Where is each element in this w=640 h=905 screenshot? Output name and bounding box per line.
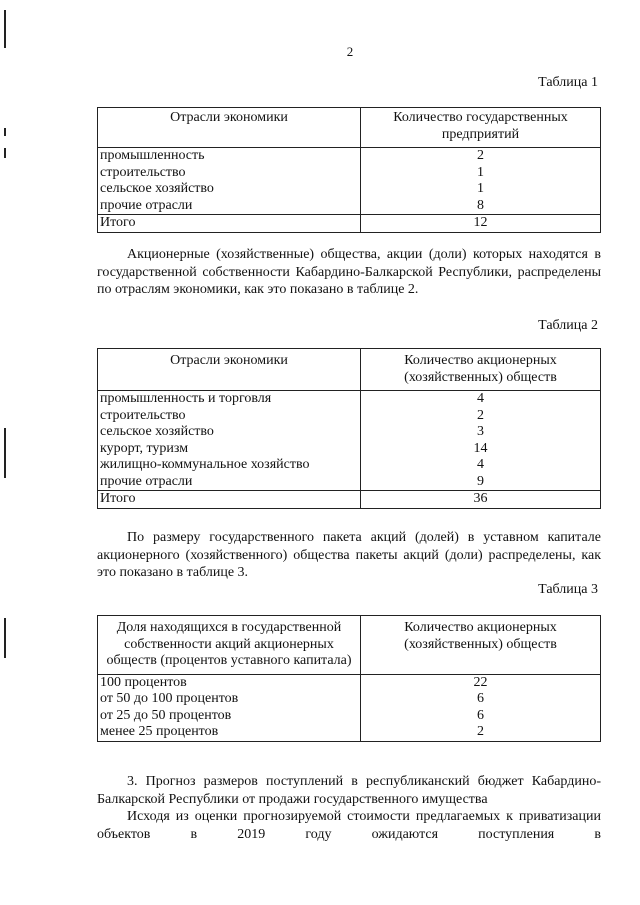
table3-row-value: 6 <box>361 708 601 725</box>
table2-row-value: 4 <box>361 391 601 408</box>
table3-row-value: 22 <box>361 674 601 691</box>
table2-total-name: Итого <box>98 491 361 509</box>
table-row <box>98 474 601 491</box>
paragraph-3-text: Исходя из оценки прогнозируемой стоимости предлагаемых к приватизации объектов в 2019 году ожидаются поступления в <box>97 809 601 842</box>
table-row <box>98 457 601 474</box>
table-row <box>98 148 601 165</box>
table3-header-count: Количество акционерных (хозяйственных) обществ <box>361 616 601 675</box>
margin-mark <box>4 148 6 158</box>
table2-row-value: 3 <box>361 424 601 441</box>
table2-row-name: промышленность и торговля <box>98 391 361 408</box>
table1-total-value: 12 <box>361 215 601 233</box>
table1-header-sector: Отрасли экономики <box>98 108 361 148</box>
table2-header-count: Количество акционерных (хозяйственных) обществ <box>361 349 601 391</box>
section-3 <box>97 773 601 843</box>
table-row <box>98 691 601 708</box>
table2-caption: Таблица 2 <box>538 318 598 333</box>
page-number: 2 <box>346 44 354 59</box>
table-row <box>98 724 601 741</box>
table3-row-name: 100 процентов <box>98 674 361 691</box>
table3-header-share: Доля находящихся в государственной собственности акций акционерных обществ (процентов уставного капитала) <box>98 616 361 675</box>
table1-header-count: Количество государственных предприятий <box>361 108 601 148</box>
paragraph-1 <box>97 246 601 299</box>
table2-row-value: 9 <box>361 474 601 491</box>
table1-caption: Таблица 1 <box>538 75 598 90</box>
table3-caption: Таблица 3 <box>538 582 598 597</box>
table2-row-name: жилищно-коммунальное хозяйство <box>98 457 361 474</box>
table1-row-value: 1 <box>361 165 601 182</box>
margin-mark <box>4 428 6 478</box>
table3-row-name: менее 25 процентов <box>98 724 361 741</box>
table2-row-value: 2 <box>361 408 601 425</box>
paragraph-2 <box>97 529 601 582</box>
table1-total-name: Итого <box>98 215 361 233</box>
margin-mark <box>4 618 6 658</box>
table-row <box>98 674 601 691</box>
table2 <box>97 348 601 509</box>
table3-row-name: от 25 до 50 процентов <box>98 708 361 725</box>
table3-row-name: от 50 до 100 процентов <box>98 691 361 708</box>
table-row <box>98 165 601 182</box>
table-row-total <box>98 215 601 233</box>
table2-row-value: 4 <box>361 457 601 474</box>
table3-row-value: 2 <box>361 724 601 741</box>
table2-row-value: 14 <box>361 441 601 458</box>
table1-row-name: прочие отрасли <box>98 198 361 215</box>
table2-header-sector: Отрасли экономики <box>98 349 361 391</box>
table1 <box>97 107 601 233</box>
table-row <box>98 391 601 408</box>
table3 <box>97 615 601 742</box>
paragraph-1-text: Акционерные (хозяйственные) общества, акции (доли) которых находятся в государственной собственности Кабардино-Балкарской Республики, распределены по отраслям экономики, как это показано в таблице 2. <box>97 247 601 297</box>
table2-total-value: 36 <box>361 491 601 509</box>
margin-mark <box>4 128 6 136</box>
table-row <box>98 441 601 458</box>
table1-row-name: строительство <box>98 165 361 182</box>
table-row <box>98 708 601 725</box>
section-3-heading: 3. Прогноз размеров поступлений в республиканский бюджет Кабардино-Балкарской Республики от продажи государственного имущества <box>97 774 601 807</box>
table2-row-name: прочие отрасли <box>98 474 361 491</box>
table-row <box>98 424 601 441</box>
table-row <box>98 198 601 215</box>
table-row <box>98 408 601 425</box>
table-row-total <box>98 491 601 509</box>
table1-row-name: промышленность <box>98 148 361 165</box>
table2-row-name: строительство <box>98 408 361 425</box>
paragraph-2-text: По размеру государственного пакета акций (долей) в уставном капитале акционерного (хозяйственного) общества пакеты акций (доли) распределены, как это показано в таблице 3. <box>97 530 601 580</box>
table1-row-value: 1 <box>361 181 601 198</box>
table-row <box>98 181 601 198</box>
table3-row-value: 6 <box>361 691 601 708</box>
table2-row-name: курорт, туризм <box>98 441 361 458</box>
table2-row-name: сельское хозяйство <box>98 424 361 441</box>
margin-mark <box>4 10 6 48</box>
table1-row-value: 2 <box>361 148 601 165</box>
table1-row-value: 8 <box>361 198 601 215</box>
table1-row-name: сельское хозяйство <box>98 181 361 198</box>
